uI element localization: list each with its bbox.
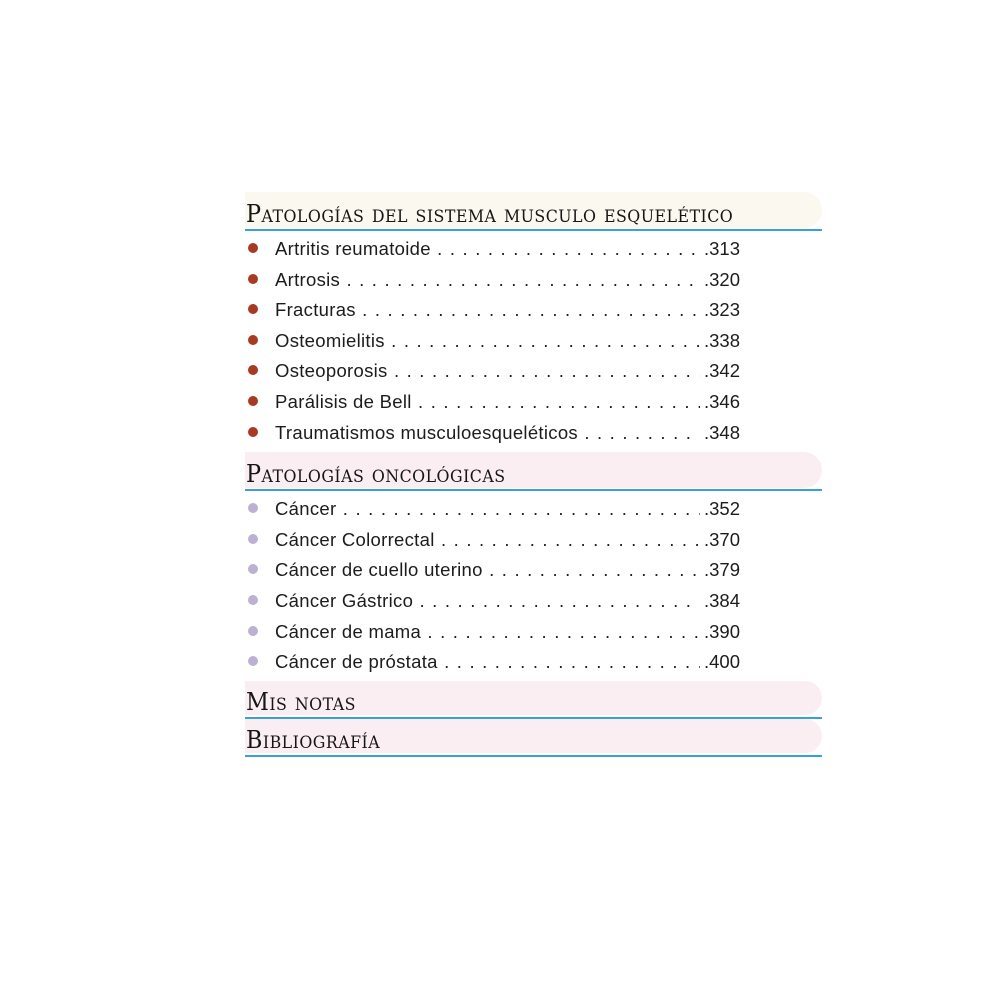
entry-page-number: .390: [700, 617, 740, 647]
section-title[interactable]: Bibliografía: [246, 725, 381, 754]
entry-page-number: .320: [700, 265, 740, 295]
toc-entry[interactable]: [245, 617, 822, 648]
entry-label: Cáncer de próstata . . .: [275, 647, 739, 677]
entry-label: Cáncer Gástrico . . .: [275, 586, 739, 616]
entry-page-number: .338: [700, 326, 740, 356]
entry-label: Cáncer Colorrectal . . .: [275, 525, 739, 555]
entry-list: [245, 230, 822, 450]
toc-entry[interactable]: [245, 418, 822, 449]
bullet-dot-icon: [248, 656, 258, 666]
entry-label: Fracturas . . .: [275, 295, 739, 325]
entry-label: Osteomielitis . . .: [275, 326, 739, 356]
entry-page-number: .400: [700, 647, 740, 677]
toc-entry[interactable]: [245, 387, 822, 418]
bullet-dot-icon: [248, 626, 258, 636]
section-rule: [245, 489, 822, 491]
table-of-contents: [245, 190, 822, 756]
entry-label: Artrosis . . .: [275, 265, 739, 295]
entry-page-number: .342: [700, 356, 740, 386]
entry-page-number: .352: [700, 494, 740, 524]
entry-label: Osteoporosis . . .: [275, 356, 739, 386]
bullet-dot-icon: [248, 564, 258, 574]
entry-label: Traumatismos musculoesqueléticos . . .: [275, 418, 739, 448]
entry-page-number: .370: [700, 525, 740, 555]
toc-entry[interactable]: [245, 494, 822, 525]
entry-label: Cáncer de cuello uterino . . .: [275, 555, 739, 585]
entry-page-number: .379: [700, 555, 740, 585]
section-title[interactable]: Mis notas: [246, 687, 356, 716]
toc-entry[interactable]: [245, 586, 822, 617]
entry-label: Artritis reumatoide . . .: [275, 234, 739, 264]
toc-entry[interactable]: [245, 234, 822, 265]
section-rule: [245, 755, 822, 757]
section-header: [245, 450, 822, 490]
entry-label: Parálisis de Bell . . .: [275, 387, 739, 417]
section-musculo-esqueletico: [245, 190, 822, 450]
entry-page-number: .346: [700, 387, 740, 417]
section-title[interactable]: Patologías oncológicas: [246, 460, 506, 489]
bullet-dot-icon: [248, 243, 258, 253]
section-oncologicas: [245, 450, 822, 680]
bullet-dot-icon: [248, 595, 258, 605]
toc-entry[interactable]: [245, 555, 822, 586]
bullet-dot-icon: [248, 274, 258, 284]
toc-entry[interactable]: [245, 295, 822, 326]
bullet-dot-icon: [248, 534, 258, 544]
bullet-dot-icon: [248, 304, 258, 314]
bullet-dot-icon: [248, 427, 258, 437]
section-title[interactable]: Patologías del sistema musculo esquelético: [246, 200, 734, 228]
toc-entry[interactable]: [245, 525, 822, 556]
toc-entry[interactable]: [245, 356, 822, 387]
entry-page-number: .384: [700, 586, 740, 616]
toc-entry[interactable]: [245, 265, 822, 296]
bullet-dot-icon: [248, 335, 258, 345]
section-rule: [245, 229, 822, 231]
entry-page-number: .313: [700, 234, 740, 264]
entry-page-number: .348: [700, 418, 740, 448]
bullet-dot-icon: [248, 503, 258, 513]
bullet-dot-icon: [248, 365, 258, 375]
section-header: [245, 680, 822, 718]
entry-label: Cáncer de mama . . .: [275, 617, 739, 647]
entry-label: Cáncer . . .: [275, 494, 739, 524]
section-header: [245, 718, 822, 756]
entry-page-number: .323: [700, 295, 740, 325]
bullet-dot-icon: [248, 396, 258, 406]
section-mis-notas: [245, 680, 822, 718]
entry-list: [245, 490, 822, 680]
section-header: [245, 190, 822, 230]
toc-entry[interactable]: [245, 326, 822, 357]
toc-entry[interactable]: [245, 647, 822, 678]
section-bibliografia: [245, 718, 822, 756]
